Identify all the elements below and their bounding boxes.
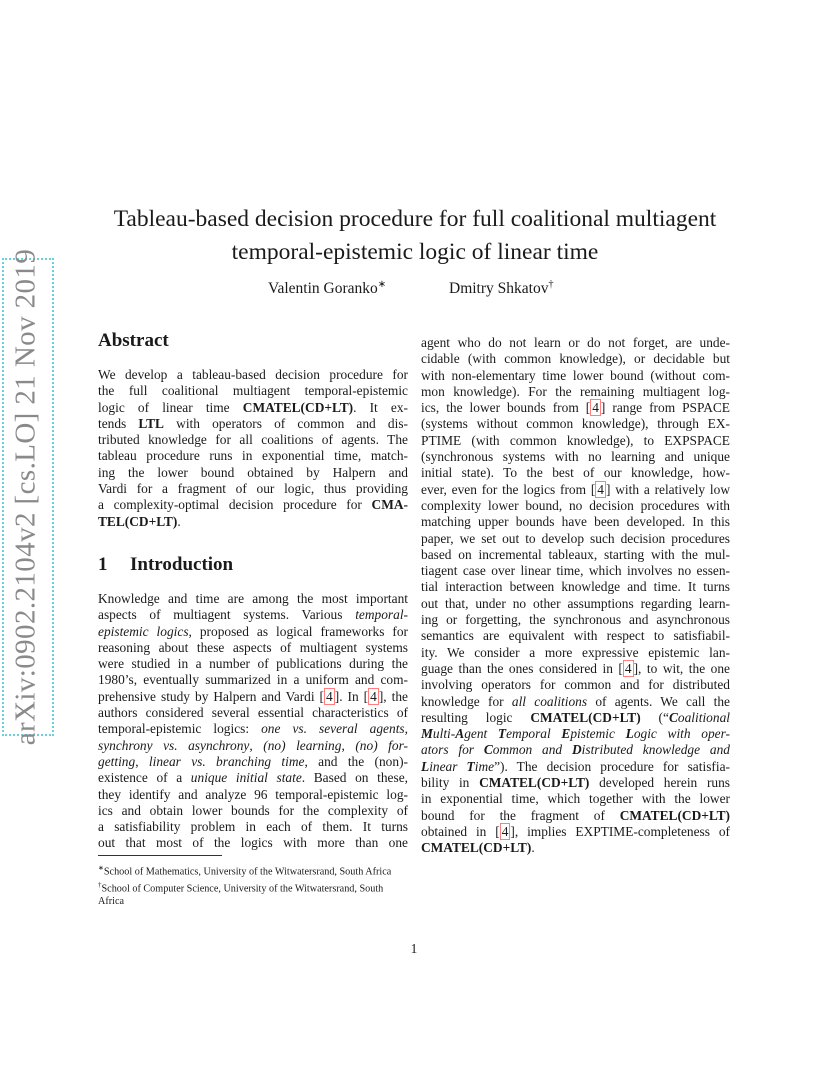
citation-link[interactable]: 4	[592, 400, 599, 416]
section-heading-introduction	[98, 554, 233, 576]
author-2-name: Dmitry Shkatov	[449, 280, 549, 298]
abstract-body: We develop a tableau-based decision procedure for the full coalitional multiagent temporal-epistemic logic of linear time CMATEL(CD+LT). It ex- tends LTL with operators of common and dis- tributed knowledge for all coalitions of agents. The tableau procedure runs in exponential time, match- ing the lower bound obtained by Halpern and Vardi for a fragment of our logic, thus providing a complexity-optimal decision procedure for CMA- TEL(CD+LT).	[98, 367, 408, 529]
section-title: Introduction	[130, 554, 234, 575]
section-number: 1	[98, 554, 108, 575]
author-1	[268, 279, 386, 298]
citation-link[interactable]: 4	[501, 823, 509, 839]
citation-link[interactable]: 4	[370, 688, 377, 704]
introduction-body-left: Knowledge and time are among the most important aspects of multiagent systems. Various temporal- epistemic logics, proposed as logical frameworks for reasoning about these aspects of multiagent systems were studied in a number of publications during the 1980’s, eventually summarized in a uniform and com- prehensive study by Halpern and Vardi [ 4 ]. In [ 4 ], the authors considered several essential characteristics of temporal-epistemic logics: one vs. several agents, synchrony vs. asynchrony, (no) learning, (no) for- getting, linear vs. branching time, and the (non)- existence of a unique initial state. Based on these, they identify and analyze 96 temporal-epistemic log- ics and obtain lower bounds for the complexity of a satisfiability problem in each of them. It turns out that most of the logics with more than one	[98, 591, 409, 851]
footnote-rule	[98, 855, 222, 856]
title-line-2: temporal-epistemic logic of linear time	[231, 239, 599, 265]
author-1-name: Valentin Goranko	[268, 280, 378, 298]
arxiv-identifier: arXiv:0902.2104v2 [cs.LO] 21 Nov 2019	[9, 248, 42, 746]
abstract-heading: Abstract	[98, 330, 169, 351]
title-line-1: Tableau-based decision procedure for full coalitional multiagent	[113, 206, 717, 232]
citation-link[interactable]: 4	[624, 660, 632, 676]
paper-title	[100, 203, 730, 269]
footnote-1-mark: ∗	[98, 864, 104, 872]
page-number: 1	[410, 941, 418, 956]
citation-link[interactable]: 4	[326, 688, 333, 704]
introduction-body-right: agent who do not learn or do not forget, are unde- cidable (with common knowledge), or decidable but with non-elementary time lower bound (without com- mon knowledge). For the remaining multiagent log- ics, the lower bounds from [ 4 ] range from PSPACE (systems without common knowledge), through EX- PTIME (with common knowledge), to EXPSPACE (synchronous systems with no learning and unique initial state). To the best of our knowledge, how- ever, even for the logics from [ 4 ] with a relatively low complexity lower bound, no decision procedures with matching upper bounds have been developed. In this paper, we set out to develop such decision procedures based on incremental tableaux, starting with the mul- tiagent case over linear time, which involves no essen- tial interaction between knowledge and time. It turns out that, under no other assumptions regarding learn- ing or forgetting, the synchronous and asynchronous semantics are equivalent with respect to satisfiabil- ity. We consider a more expressive epistemic lan- guage than the ones considered in [ 4 ], to wit, the one involving operators for common and for distributed knowledge for all coalitions of agents. We call the resulting logic CMATEL(CD+LT) (“Coalitional Multi-Agent Temporal Epistemic Logic with oper- ators for Common and Distributed knowledge and Linear Time”). The decision procedure for satisfia- bility in CMATEL(CD+LT) developed herein runs in exponential time, which together with the lower bound for the fragment of CMATEL(CD+LT) obtained in [ 4 ], implies EXPTIME-completeness of CMATEL(CD+LT).	[421, 335, 731, 856]
footnote-2-mark: †	[98, 880, 102, 889]
footnote-1	[98, 862, 408, 879]
author-1-footnote-mark[interactable]: ∗	[377, 279, 387, 290]
footnote-2-text: School of Computer Science, University of the Witwatersrand, South Africa	[98, 883, 384, 908]
footnote-1-text: School of Mathematics, University of the Witwatersrand, South Africa	[103, 866, 392, 878]
footnotes	[98, 862, 408, 909]
footnote-2	[98, 879, 408, 909]
author-2	[449, 279, 553, 298]
citation-link[interactable]: 4	[597, 481, 604, 497]
author-2-footnote-mark[interactable]: †	[548, 279, 554, 290]
